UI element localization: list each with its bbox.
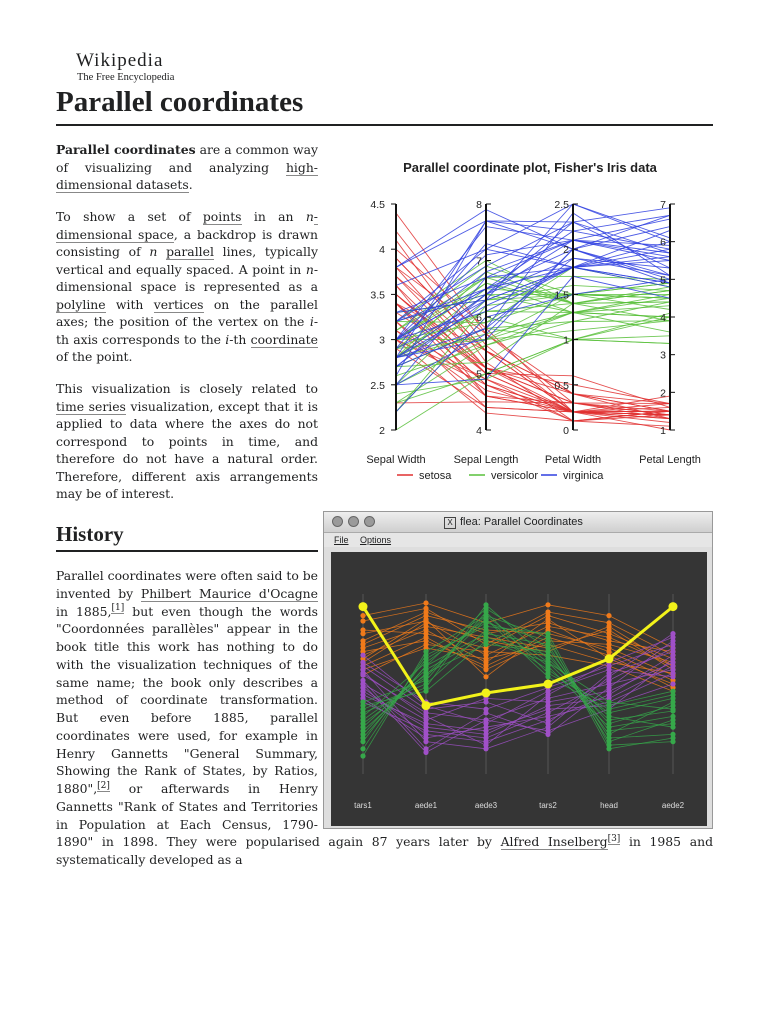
- data-point-orange: [423, 631, 428, 636]
- data-point-green: [606, 739, 611, 744]
- data-point-purple: [670, 649, 675, 654]
- data-point-purple: [545, 692, 550, 697]
- wikipedia-wordmark[interactable]: Wikipedia: [76, 50, 164, 71]
- data-point-purple: [423, 725, 428, 730]
- data-point-purple: [360, 671, 365, 676]
- text: Parallel coordinates were often said to be invented by: [56, 568, 318, 601]
- link-coordinate[interactable]: coordinate: [250, 331, 318, 347]
- tick-label: 0: [563, 425, 569, 437]
- data-point-green: [670, 699, 675, 704]
- data-point-orange: [423, 638, 428, 643]
- series-line-virginica: [396, 267, 670, 366]
- data-point-green: [483, 624, 488, 629]
- data-point-purple: [545, 728, 550, 733]
- bold-term: Parallel coordinates: [56, 142, 196, 157]
- text: To show a set of: [56, 209, 203, 224]
- series-line-virginica: [396, 255, 670, 367]
- data-point-purple: [423, 735, 428, 740]
- data-point-green: [670, 735, 675, 740]
- tick-label: 1: [563, 334, 569, 347]
- data-point-purple: [670, 635, 675, 640]
- tick-label: 5: [476, 368, 482, 381]
- link-philbert-maurice-docagne[interactable]: Philbert Maurice d'Ocagne: [140, 585, 318, 601]
- data-point-green: [606, 746, 611, 751]
- data-point-purple: [606, 671, 611, 676]
- data-point-purple: [545, 721, 550, 726]
- data-point-green: [483, 613, 488, 618]
- series-line-setosa: [396, 340, 670, 421]
- link-alfred-inselberg[interactable]: Alfred Inselberg: [500, 834, 608, 850]
- data-point-green: [483, 638, 488, 643]
- data-point-green: [670, 707, 675, 712]
- page-title: Parallel coordinates: [56, 86, 304, 118]
- data-point-green: [670, 717, 675, 722]
- data-point-orange: [423, 609, 428, 614]
- title-divider: [56, 124, 713, 126]
- tick-label: 7: [476, 255, 482, 268]
- data-point-purple: [360, 653, 365, 658]
- data-point-purple: [545, 703, 550, 708]
- text: [157, 244, 166, 259]
- tick-label: 7: [660, 199, 666, 211]
- data-point-green: [483, 631, 488, 636]
- data-point-purple: [670, 671, 675, 676]
- axis-label: aede2: [661, 801, 685, 810]
- text: in 1985 and systematically developed as a: [56, 834, 714, 867]
- link-vertices[interactable]: vertices: [153, 296, 204, 312]
- series-line-setosa: [396, 303, 670, 415]
- text: lines, typically vertical and equally spaced. A point in: [56, 244, 318, 277]
- data-point-purple: [483, 725, 488, 730]
- reference-link-2[interactable]: [2]: [97, 780, 110, 791]
- var-i: i: [225, 331, 230, 347]
- data-point-purple: [360, 689, 365, 694]
- data-point-orange: [423, 600, 428, 605]
- window-minimize-button[interactable]: [348, 516, 359, 527]
- data-point-orange: [360, 618, 365, 623]
- flea-chart-svg: [331, 552, 707, 826]
- tick-label: 2.5: [554, 199, 569, 211]
- text: visualization, except that it is applied to data where the axes do not correspond to points in time, and therefore do not have a natural order. Therefore, different axis arrangements may be of interest.: [56, 398, 318, 501]
- data-point-purple: [483, 710, 488, 715]
- axis-label: head: [600, 801, 618, 810]
- var-i: i: [309, 314, 314, 329]
- data-point-highlight: [669, 602, 678, 611]
- window-title: [444, 516, 583, 529]
- legend-label: versicolor: [491, 470, 539, 482]
- text: on the parallel axes; the position of the vertex on the: [56, 296, 318, 329]
- axis-label: tars1: [354, 801, 372, 810]
- data-point-purple: [670, 656, 675, 661]
- text: -th axis corresponds to the: [56, 314, 318, 347]
- text: This visualization is closely related to: [56, 381, 318, 396]
- data-point-purple: [483, 699, 488, 704]
- data-point-orange: [545, 613, 550, 618]
- text: .: [188, 177, 193, 192]
- data-point-orange: [483, 663, 488, 668]
- data-point-orange: [360, 627, 365, 632]
- x11-app-icon: X: [444, 517, 456, 529]
- link-dimensional-space[interactable]: -dimensional space: [56, 209, 318, 242]
- data-point-green: [606, 725, 611, 730]
- axis-label: aede3: [474, 801, 498, 810]
- data-point-orange: [606, 613, 611, 618]
- axis-label: Petal Width: [544, 454, 602, 466]
- menu-options[interactable]: Options: [360, 535, 392, 545]
- data-point-purple: [670, 663, 675, 668]
- data-point-green: [545, 649, 550, 654]
- tick-label: 2: [563, 244, 569, 257]
- text: of the point.: [56, 349, 133, 364]
- var-n: n: [149, 244, 158, 259]
- iris-parallel-coordinate-chart: [345, 150, 715, 490]
- text: -dimensional space is represented as a: [56, 261, 318, 294]
- data-point-purple: [483, 717, 488, 722]
- tick-label: 1: [660, 425, 666, 437]
- data-point-purple: [483, 732, 488, 737]
- text: but even though the words "Coordonnées parallèles" appear in the book title this work has nothing to do with the visualization techniques of the same name; the book only describes a method of coordinate transformation. But even before 1885, parallel coordinates were used, for example in Henry Gannetts "General Summary, Showing the Rank of States, by Ratios, 1880",: [56, 603, 318, 796]
- tick-label: 0.5: [554, 379, 569, 392]
- data-point-purple: [545, 714, 550, 719]
- link-points[interactable]: points: [202, 209, 242, 224]
- text: , a backdrop is drawn consisting of: [56, 226, 318, 259]
- data-point-highlight: [482, 689, 491, 698]
- section-divider: [56, 550, 318, 552]
- tick-label: 3: [379, 334, 385, 347]
- var-n: n: [305, 209, 314, 224]
- data-point-orange: [606, 631, 611, 636]
- axis-label: Sepal Width: [366, 454, 426, 466]
- data-point-green: [423, 674, 428, 679]
- intro-paragraph-2: [56, 208, 318, 366]
- link-parallel[interactable]: parallel: [166, 244, 214, 259]
- window-menubar: [324, 533, 712, 547]
- link-high-dimensional-datasets[interactable]: high-dimensional datasets: [56, 159, 318, 192]
- tick-label: 2: [379, 425, 385, 437]
- data-point-green: [483, 602, 488, 607]
- axis-label: Sepal Length: [453, 454, 519, 466]
- data-point-orange: [360, 613, 365, 618]
- data-point-purple: [360, 663, 365, 668]
- var-n: n: [305, 261, 314, 277]
- data-point-green: [360, 710, 365, 715]
- reference-link-1[interactable]: [1]: [111, 603, 125, 614]
- data-point-green: [606, 714, 611, 719]
- axis-label: aede1: [414, 801, 438, 810]
- data-point-highlight: [544, 680, 553, 689]
- data-point-orange: [606, 638, 611, 643]
- data-point-green: [606, 707, 611, 712]
- intro-paragraph-3: [56, 380, 318, 503]
- tick-label: 6: [660, 236, 666, 249]
- tick-label: 2: [660, 387, 666, 400]
- tick-label: 6: [476, 312, 482, 324]
- window-maximize-button[interactable]: [364, 516, 375, 527]
- data-point-orange: [545, 602, 550, 607]
- data-point-orange: [606, 624, 611, 629]
- data-point-purple: [670, 681, 675, 686]
- data-point-green: [360, 746, 365, 751]
- data-point-green: [360, 735, 365, 740]
- data-point-purple: [606, 685, 611, 690]
- data-point-green: [606, 732, 611, 737]
- series-line-versicolor: [396, 294, 670, 321]
- flea-plot-area: [331, 552, 707, 826]
- tick-label: 3: [660, 349, 666, 362]
- data-point-purple: [360, 681, 365, 686]
- data-point-orange: [545, 620, 550, 625]
- window-close-button[interactable]: [332, 516, 343, 527]
- axis-label: tars2: [539, 801, 557, 810]
- data-point-green: [545, 635, 550, 640]
- data-point-highlight: [359, 602, 368, 611]
- menu-file[interactable]: File: [334, 535, 349, 545]
- data-point-orange: [483, 674, 488, 679]
- wikipedia-tagline: The Free Encyclopedia: [77, 72, 175, 83]
- tick-label: 5: [660, 274, 666, 287]
- data-point-purple: [423, 750, 428, 755]
- data-point-green: [423, 649, 428, 654]
- window-titlebar: [324, 512, 712, 533]
- series-line-virginica: [396, 204, 670, 285]
- text: with: [105, 296, 154, 312]
- tick-label: 4: [379, 244, 385, 257]
- data-point-green: [360, 753, 365, 758]
- data-point-highlight: [422, 701, 431, 710]
- tick-label: 4.5: [370, 199, 385, 211]
- text: in 1885,: [56, 603, 112, 619]
- data-point-green: [423, 663, 428, 668]
- data-point-highlight: [605, 654, 614, 663]
- data-point-green: [360, 721, 365, 726]
- section-heading-history: History: [56, 522, 124, 546]
- text: in an: [241, 209, 306, 224]
- data-point-green: [360, 728, 365, 733]
- window-title-text: flea: Parallel Coordinates: [460, 516, 583, 528]
- data-point-orange: [360, 638, 365, 643]
- data-point-green: [545, 642, 550, 647]
- data-point-green: [670, 725, 675, 730]
- data-point-green: [606, 699, 611, 704]
- data-point-purple: [606, 678, 611, 683]
- tick-label: 4: [476, 425, 482, 437]
- data-point-orange: [483, 656, 488, 661]
- data-point-green: [545, 660, 550, 665]
- text: or afterwards in Henry Gannetts "Rank of States and Territories in Population at Each Census, 1790-1890" in 1898. They were popularised again 87 years later by: [56, 781, 501, 850]
- iris-chart-svg: [345, 150, 715, 490]
- text: -th: [229, 331, 251, 347]
- tick-label: 4: [660, 312, 666, 324]
- legend-label: virginica: [563, 470, 604, 482]
- data-point-green: [423, 689, 428, 694]
- chart-title: Parallel coordinate plot, Fisher's Iris data: [403, 160, 657, 175]
- link-polyline[interactable]: polyline: [56, 296, 106, 312]
- data-point-green: [670, 692, 675, 697]
- text: are a common way of visualizing and analyzing: [56, 142, 318, 175]
- data-point-green: [360, 703, 365, 708]
- tick-label: 3.5: [370, 289, 385, 302]
- link-time-series[interactable]: time series: [56, 398, 126, 414]
- data-point-orange: [423, 620, 428, 625]
- tick-label: 8: [476, 199, 482, 211]
- reference-link-3[interactable]: [3]: [607, 834, 621, 845]
- data-point-purple: [483, 743, 488, 748]
- legend-label: setosa: [419, 470, 452, 482]
- axis-label: Petal Length: [639, 454, 701, 466]
- flea-screenshot-window: [323, 511, 713, 829]
- tick-label: 2.5: [370, 379, 385, 392]
- tick-label: 1.5: [554, 289, 569, 302]
- data-point-green: [545, 674, 550, 679]
- data-point-purple: [423, 714, 428, 719]
- intro-paragraph-1: [56, 141, 318, 194]
